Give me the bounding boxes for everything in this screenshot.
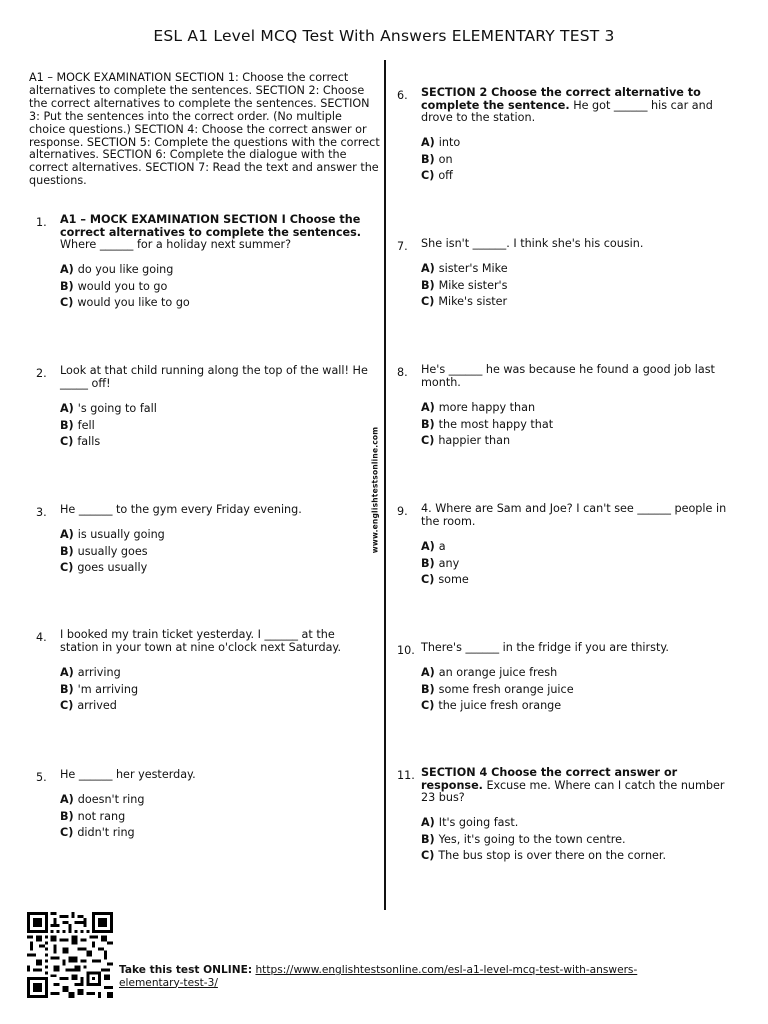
question-text: Look at that child running along the top of the wall! He _____ off! bbox=[60, 364, 368, 390]
question-text: He ______ to the gym every Friday evening. bbox=[60, 503, 302, 516]
option-c[interactable]: C) off bbox=[421, 169, 453, 183]
question-text: Excuse me. Where can I catch the number 23 bus? bbox=[421, 778, 725, 805]
question-number: 9. bbox=[397, 505, 408, 518]
question-text: He ______ her yesterday. bbox=[60, 768, 196, 781]
option-c[interactable]: C) The bus stop is over there on the corner. bbox=[421, 849, 667, 863]
question-number: 2. bbox=[36, 367, 47, 380]
question-stem bbox=[421, 642, 731, 655]
question-text: 4. Where are Sam and Joe? I can't see ______ people in the room. bbox=[421, 502, 727, 528]
option-b[interactable]: B) not rang bbox=[60, 809, 126, 823]
option-b[interactable]: B) the most happy that bbox=[421, 417, 554, 431]
options-list bbox=[421, 815, 666, 865]
question-text: He got ______ his car and drove to the station. bbox=[421, 98, 713, 125]
options-list bbox=[421, 135, 460, 185]
option-a[interactable]: A) a bbox=[421, 540, 446, 553]
qr-code-icon[interactable] bbox=[27, 912, 113, 998]
option-a[interactable]: A) doesn't ring bbox=[60, 793, 145, 806]
question-number: 4. bbox=[36, 631, 47, 644]
section-heading: SECTION 4 Choose the correct answer or response. bbox=[421, 766, 678, 792]
options-list bbox=[60, 665, 138, 715]
option-c[interactable]: C) goes usually bbox=[60, 561, 148, 575]
option-c[interactable]: C) falls bbox=[60, 435, 101, 449]
option-b[interactable]: B) on bbox=[421, 152, 453, 166]
question-stem bbox=[60, 769, 372, 782]
option-c[interactable]: C) some bbox=[421, 573, 469, 587]
column-divider bbox=[384, 60, 386, 910]
option-c[interactable]: C) didn't ring bbox=[60, 826, 135, 840]
option-b[interactable]: B) 'm arriving bbox=[60, 682, 139, 696]
option-c[interactable]: C) the juice fresh orange bbox=[421, 699, 562, 713]
option-c[interactable]: C) arrived bbox=[60, 699, 117, 713]
question-stem bbox=[60, 365, 372, 390]
option-a[interactable]: A) is usually going bbox=[60, 528, 165, 541]
options-list bbox=[60, 792, 144, 842]
question-stem bbox=[60, 504, 372, 517]
option-b[interactable]: B) would you to go bbox=[60, 279, 168, 293]
question-number: 5. bbox=[36, 771, 47, 784]
question-stem bbox=[421, 87, 731, 125]
question-number: 6. bbox=[397, 89, 408, 102]
option-b[interactable]: B) fell bbox=[60, 418, 95, 432]
option-a[interactable]: A) into bbox=[421, 136, 461, 149]
question-number: 10. bbox=[397, 644, 415, 657]
section-heading: SECTION 2 Choose the correct alternative to complete the sentence. bbox=[421, 86, 701, 112]
option-a[interactable]: A) It's going fast. bbox=[421, 816, 519, 829]
question-number: 8. bbox=[397, 366, 408, 379]
question-number: 11. bbox=[397, 769, 415, 782]
option-a[interactable]: A) more happy than bbox=[421, 401, 536, 414]
option-b[interactable]: B) Yes, it's going to the town centre. bbox=[421, 832, 626, 846]
question-text: He's ______ he was because he found a good job last month. bbox=[421, 363, 715, 389]
question-text: Where ______ for a holiday next summer? bbox=[60, 238, 292, 252]
footer bbox=[119, 964, 679, 989]
question-number: 3. bbox=[36, 506, 47, 519]
section-heading: A1 – MOCK EXAMINATION SECTION I Choose the correct alternatives to complete the sentences. bbox=[60, 213, 361, 239]
question-stem bbox=[421, 364, 731, 389]
options-list bbox=[60, 527, 165, 577]
option-a[interactable]: A) do you like going bbox=[60, 263, 174, 276]
option-a[interactable]: A) an orange juice fresh bbox=[421, 666, 558, 679]
option-a[interactable]: A) 's going to fall bbox=[60, 402, 157, 415]
option-c[interactable]: C) happier than bbox=[421, 434, 511, 448]
page-title: ESL A1 Level MCQ Test With Answers ELEMENTARY TEST 3 bbox=[153, 27, 615, 45]
question-stem bbox=[421, 767, 731, 805]
option-c[interactable]: C) would you like to go bbox=[60, 296, 190, 310]
options-list bbox=[421, 261, 508, 311]
question-number: 7. bbox=[397, 240, 408, 253]
question-text: I booked my train ticket yesterday. I ______ at the station in your town at nine o'clock next Saturday. bbox=[60, 628, 342, 654]
option-b[interactable]: B) some fresh orange juice bbox=[421, 682, 574, 696]
option-b[interactable]: B) any bbox=[421, 556, 460, 570]
options-list bbox=[421, 665, 574, 715]
intro-text: A1 – MOCK EXAMINATION SECTION 1: Choose the correct alternatives to complete the sentences. SECTION 2: Choose the correct alternatives to complete the sentences. SECTION 3: Put the sentences into the correct order. (No multiple choice questions.) SECTION 4: Choose the correct answer or response. SECTION 5: Complete the questions with the correct alternatives. SECTION 6: Complete the dialogue with the correct alternatives. SECTION 7: Read the text and answer the questions. bbox=[29, 71, 380, 188]
option-c[interactable]: C) Mike's sister bbox=[421, 295, 508, 309]
options-list bbox=[421, 400, 553, 450]
test-online-link[interactable]: https://www.englishtestsonline.com/esl-a1-level-mcq-test-with-answers-elementary-test-3/ bbox=[119, 964, 638, 989]
question-stem bbox=[60, 629, 372, 654]
question-text: She isn't ______. I think she's his cousin. bbox=[421, 237, 644, 250]
option-b[interactable]: B) Mike sister's bbox=[421, 278, 508, 292]
footer-label: Take this test ONLINE: bbox=[119, 964, 253, 976]
question-text: There's ______ in the fridge if you are thirsty. bbox=[421, 641, 669, 654]
question-stem bbox=[421, 503, 731, 528]
option-a[interactable]: A) sister's Mike bbox=[421, 262, 508, 275]
option-b[interactable]: B) usually goes bbox=[60, 544, 148, 558]
options-list bbox=[60, 401, 157, 451]
option-a[interactable]: A) arriving bbox=[60, 666, 121, 679]
options-list bbox=[421, 539, 469, 589]
question-number: 1. bbox=[36, 216, 47, 229]
question-stem bbox=[421, 238, 731, 251]
question-stem bbox=[60, 214, 372, 252]
watermark-text: www.englishtestsonline.com bbox=[370, 426, 380, 554]
options-list bbox=[60, 262, 190, 312]
